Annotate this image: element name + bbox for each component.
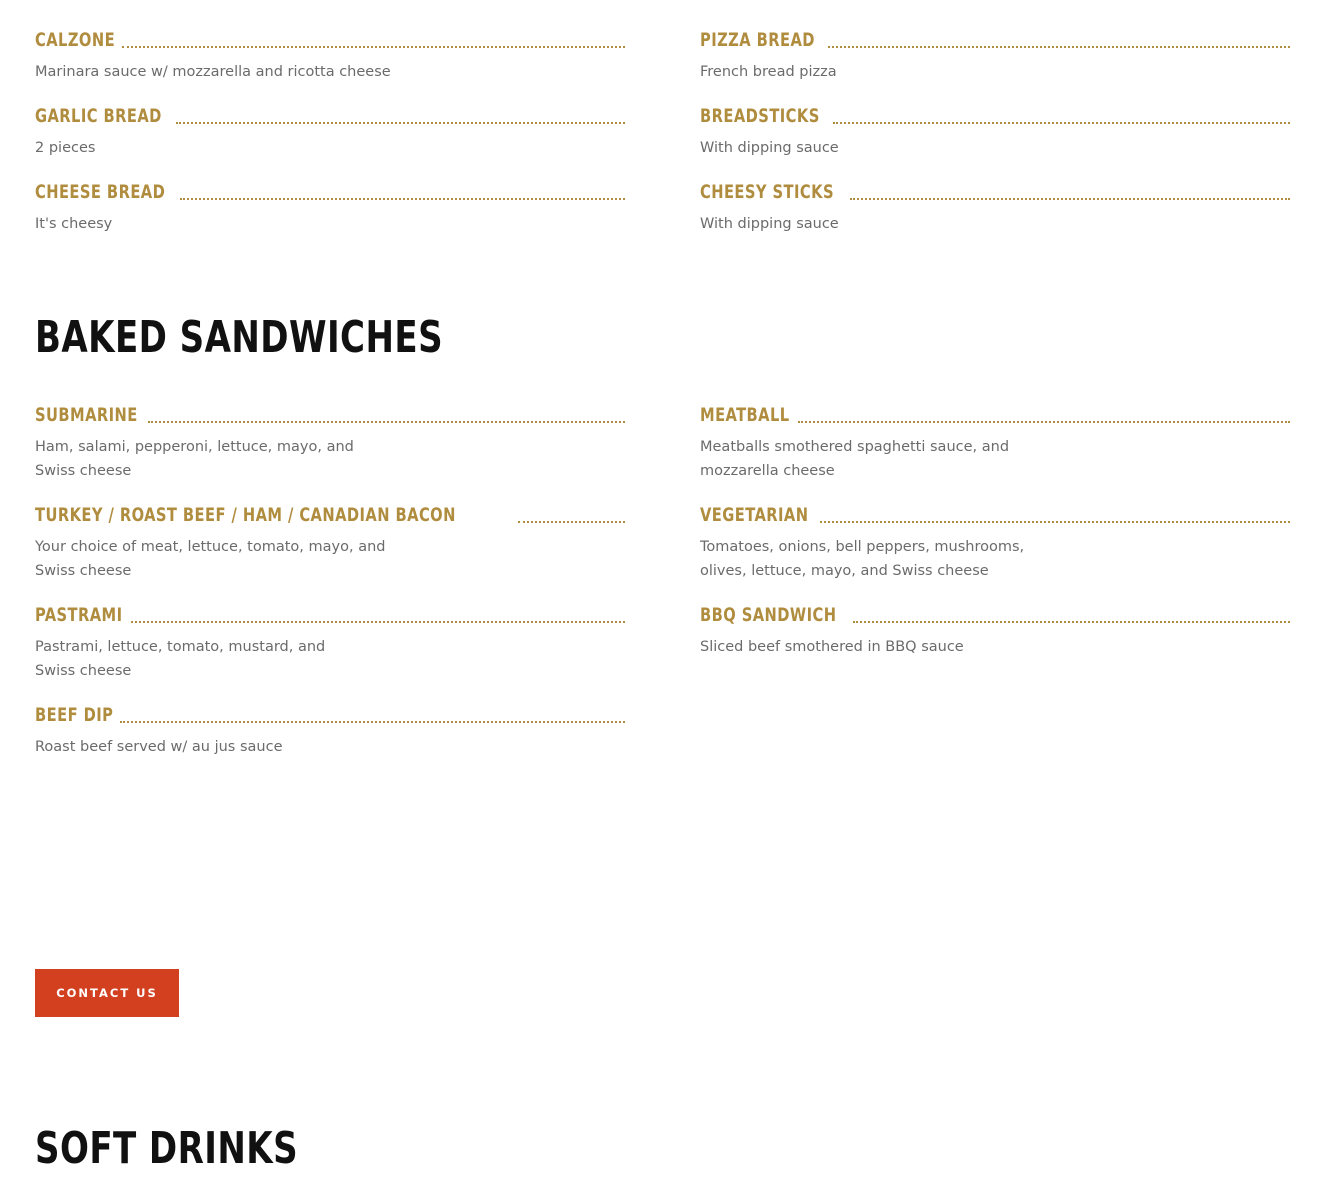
dotted-leader <box>131 621 625 623</box>
menu-item-name: TURKEY / ROAST BEEF / HAM / CANADIAN BACON <box>35 504 456 526</box>
menu-item-name: BREADSTICKS <box>700 105 820 127</box>
menu-item-description: Meatballs smothered spaghetti sauce, and mozzarella cheese <box>700 439 1010 479</box>
menu-item-description: With dipping sauce <box>700 216 839 232</box>
menu-item-header <box>700 603 1290 627</box>
menu-item <box>700 603 1290 659</box>
menu-item <box>35 403 625 483</box>
dotted-leader <box>122 46 625 48</box>
menu-item-header <box>35 28 625 52</box>
menu-item-name: CHEESE BREAD <box>35 181 166 203</box>
menu-item-header <box>700 104 1290 128</box>
dotted-leader <box>850 198 1290 200</box>
menu-item <box>35 28 625 84</box>
menu-item-name: CALZONE <box>35 29 116 51</box>
dotted-leader <box>176 122 625 124</box>
contact-us-button[interactable]: CONTACT US <box>35 969 179 1017</box>
menu-item-description: Pastrami, lettuce, tomato, mustard, and Swiss cheese <box>35 639 326 679</box>
menu-item-header <box>700 503 1290 527</box>
dotted-leader <box>820 521 1290 523</box>
menu-item-description: Roast beef served w/ au jus sauce <box>35 739 283 755</box>
dotted-leader <box>148 421 625 423</box>
menu-item <box>700 180 1290 236</box>
dotted-leader <box>518 521 625 523</box>
menu-item-description: With dipping sauce <box>700 140 839 156</box>
menu-item-name: GARLIC BREAD <box>35 105 162 127</box>
menu-item-description: Tomatoes, onions, bell peppers, mushrooms, olives, lettuce, mayo, and Swiss cheese <box>700 539 1025 579</box>
menu-item-description: Your choice of meat, lettuce, tomato, mayo, and Swiss cheese <box>35 539 386 579</box>
menu-item-description: Sliced beef smothered in BBQ sauce <box>700 639 964 655</box>
menu-item-description: 2 pieces <box>35 140 96 156</box>
dotted-leader <box>120 721 625 723</box>
menu-item-header <box>700 180 1290 204</box>
menu-item-header <box>35 503 625 527</box>
menu-item-name: BEEF DIP <box>35 704 114 726</box>
menu-item-header <box>700 403 1290 427</box>
menu-item-name: PASTRAMI <box>35 604 123 626</box>
menu-item <box>35 503 625 583</box>
menu-item <box>700 403 1290 483</box>
menu-item <box>700 503 1290 583</box>
dotted-leader <box>798 421 1290 423</box>
section-title-soft-drinks: SOFT DRINKS <box>35 1123 299 1174</box>
section-title-baked-sandwiches: BAKED SANDWICHES <box>35 312 444 363</box>
menu-item-description: French bread pizza <box>700 64 837 80</box>
menu-item-header <box>35 403 625 427</box>
menu-item <box>700 104 1290 160</box>
menu-item-description: Ham, salami, pepperoni, lettuce, mayo, and Swiss cheese <box>35 439 354 479</box>
dotted-leader <box>833 122 1290 124</box>
menu-item <box>35 180 625 236</box>
menu-item <box>35 703 625 759</box>
menu-item-name: BBQ SANDWICH <box>700 604 837 626</box>
menu-item-header <box>35 703 625 727</box>
menu-item-description: Marinara sauce w/ mozzarella and ricotta cheese <box>35 64 391 80</box>
menu-item-header <box>35 104 625 128</box>
menu-item <box>35 104 625 160</box>
menu-item <box>35 603 625 683</box>
menu-item-header <box>35 603 625 627</box>
dotted-leader <box>853 621 1290 623</box>
menu-item-header <box>35 180 625 204</box>
menu-item-name: CHEESY STICKS <box>700 181 834 203</box>
dotted-leader <box>828 46 1290 48</box>
dotted-leader <box>180 198 625 200</box>
menu-item-name: PIZZA BREAD <box>700 29 815 51</box>
menu-item-name: MEATBALL <box>700 404 790 426</box>
menu-item <box>700 28 1290 84</box>
menu-item-name: SUBMARINE <box>35 404 138 426</box>
menu-item-name: VEGETARIAN <box>700 504 809 526</box>
menu-item-header <box>700 28 1290 52</box>
menu-item-description: It's cheesy <box>35 216 113 232</box>
